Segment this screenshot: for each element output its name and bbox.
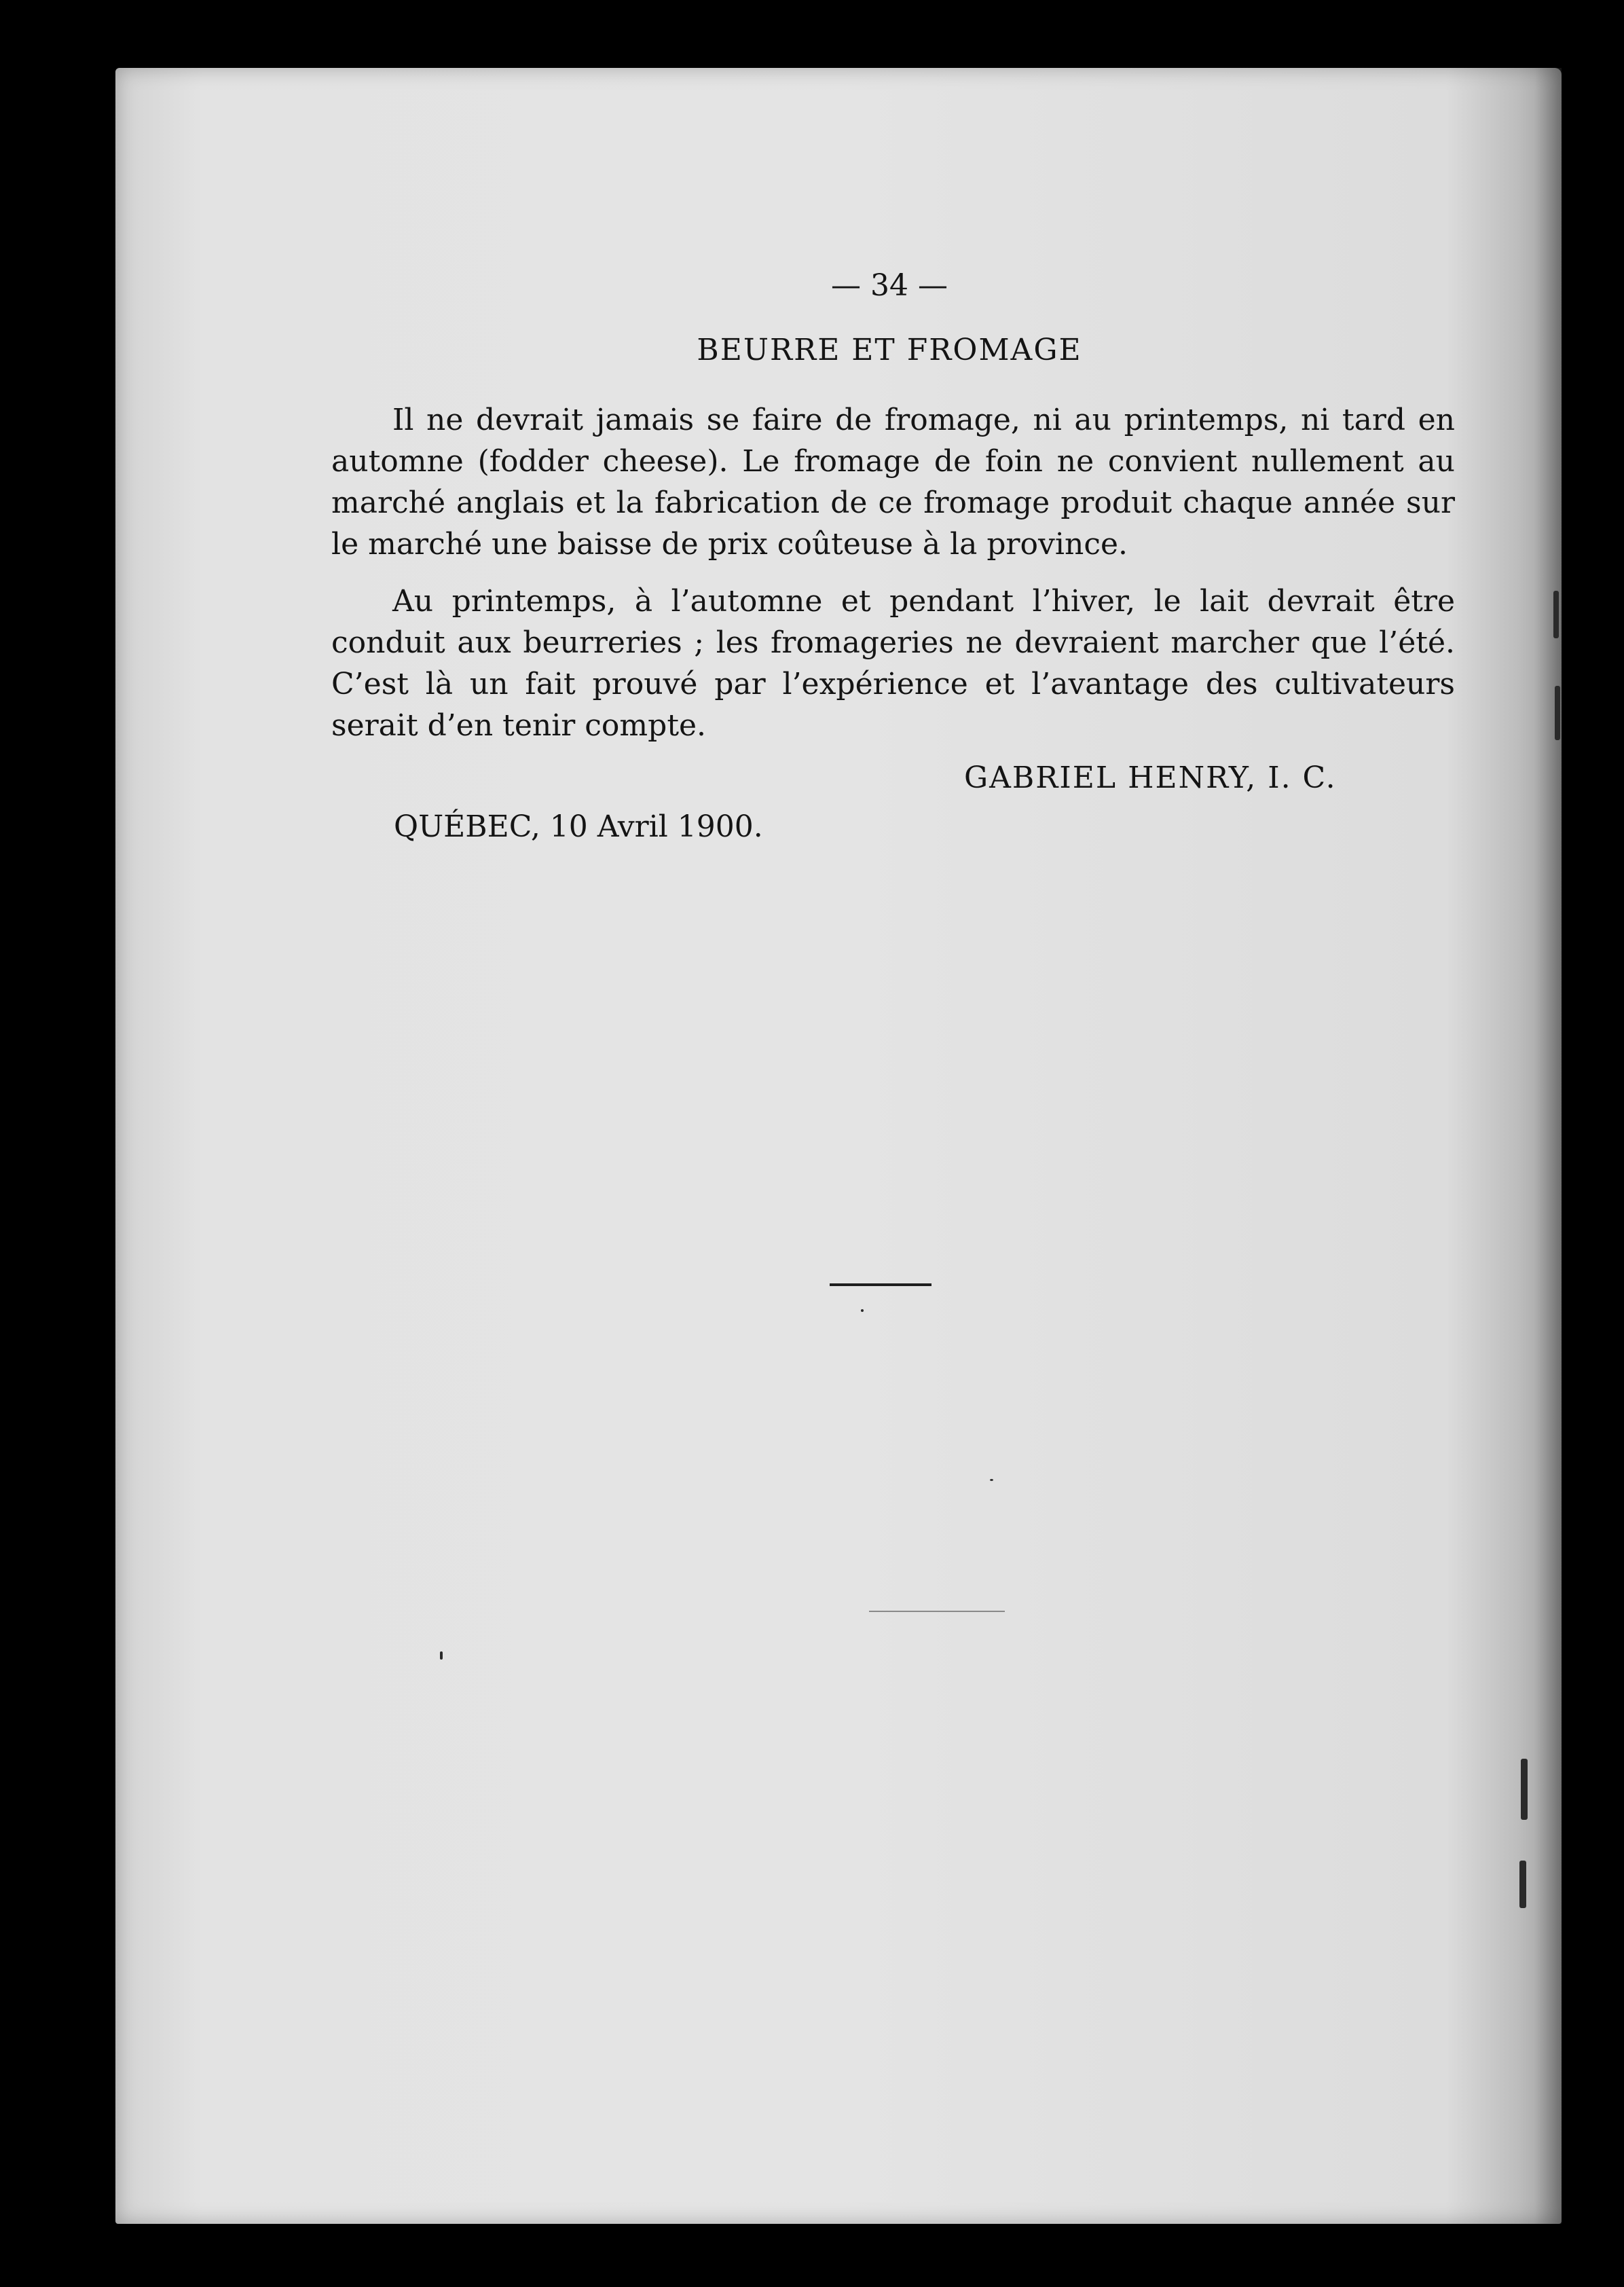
paragraph-2: Au printemps, à l’automne et pendant l’hiver, le lait devrait être conduit aux beurreries ; les fromageries ne devraient marcher que l’été. C’est là un fait prouvé par l’expérience et l’avantage des cultivateurs serait d’en tenir compte. (331, 584, 1455, 743)
scan-speck (1521, 1759, 1528, 1820)
page-title: BEURRE ET FROMAGE (697, 333, 1082, 367)
closing-rule (830, 1283, 931, 1286)
page-number: — 34 — (831, 268, 948, 303)
page-edge-shadow (1534, 68, 1562, 2224)
dateline: QUÉBEC, 10 Avril 1900. (394, 809, 763, 844)
scan-speck (869, 1611, 1005, 1612)
paper-page (115, 68, 1562, 2224)
scan-speck (1553, 591, 1559, 638)
scan-speck (440, 1651, 443, 1660)
scan-speck (990, 1479, 993, 1481)
scan-speck (1519, 1861, 1526, 1908)
scan-speck (1555, 686, 1560, 740)
paragraph-1: Il ne devrait jamais se faire de fromage, ni au printemps, ni tard en automne (fodder cheese). Le fromage de foin ne convient nullement au marché anglais et la fabrication de ce fromage produit chaque année sur le marché une baisse de prix coûteuse à la province. (331, 403, 1455, 562)
signature: GABRIEL HENRY, I. C. (964, 761, 1337, 795)
scan-speck (861, 1309, 864, 1312)
